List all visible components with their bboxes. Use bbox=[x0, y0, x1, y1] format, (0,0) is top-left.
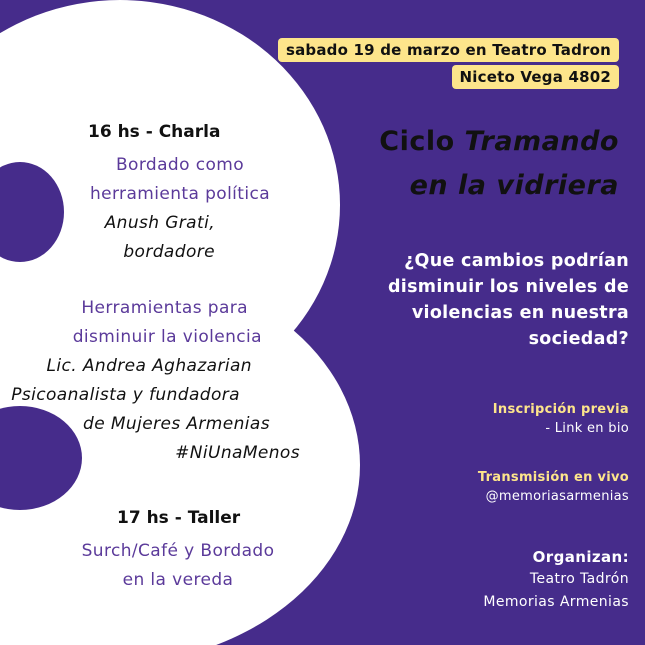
topic-line: Herramientas para bbox=[81, 298, 248, 318]
talk-topic-2 bbox=[73, 294, 262, 352]
organizer-name: Teatro Tadrón bbox=[529, 571, 629, 587]
question-line: ¿Que cambios podrían bbox=[404, 251, 629, 271]
speaker-line: Lic. Andrea Aghazarian bbox=[46, 356, 252, 376]
topic-line: disminuir la violencia bbox=[72, 327, 262, 347]
talk-topic-1 bbox=[60, 151, 300, 209]
organizers-block bbox=[483, 548, 629, 614]
event-date-label: sabado 19 de marzo en Teatro Tadron bbox=[278, 38, 619, 62]
topic-line: herramienta política bbox=[89, 184, 271, 204]
question-line: violencias en nuestra bbox=[411, 303, 629, 323]
series-title bbox=[379, 120, 619, 208]
topic-line: Bordado como bbox=[115, 155, 245, 175]
event-address-label: Niceto Vega 4802 bbox=[452, 65, 619, 89]
hashtag: #NiUnaMenos bbox=[175, 443, 300, 463]
series-name: Tramando bbox=[464, 126, 619, 157]
question-line: sociedad? bbox=[528, 329, 629, 349]
registration-block bbox=[493, 402, 629, 436]
series-prefix: Ciclo bbox=[379, 126, 465, 157]
speaker-line: Psicoanalista y fundadora bbox=[11, 385, 240, 405]
speaker-line: Anush Grati, bbox=[104, 213, 215, 233]
stream-value: @memoriasarmenias bbox=[485, 489, 629, 504]
question-line: disminuir los niveles de bbox=[387, 277, 629, 297]
topic-line: Surch/Café y Bordado bbox=[81, 541, 275, 561]
topic-line: en la vereda bbox=[122, 570, 234, 590]
organizer-name: Memorias Armenias bbox=[483, 594, 629, 610]
speaker-line: de Mujeres Armenias bbox=[83, 414, 270, 434]
talk-time: 16 hs - Charla bbox=[88, 122, 221, 142]
workshop-topic bbox=[58, 537, 298, 595]
talk-speaker-1 bbox=[105, 209, 215, 267]
stream-label: Transmisión en vivo bbox=[477, 470, 629, 485]
registration-label: Inscripción previa bbox=[492, 402, 629, 417]
workshop-time: 17 hs - Taller bbox=[117, 508, 241, 528]
registration-value: - Link en bio bbox=[545, 421, 629, 436]
question-text bbox=[388, 248, 629, 352]
event-date-location bbox=[278, 38, 619, 92]
stream-block bbox=[478, 470, 629, 504]
talk-speaker-2 bbox=[11, 352, 300, 468]
speaker-line: bordadore bbox=[123, 242, 215, 262]
organizers-label: Organizan: bbox=[532, 548, 629, 566]
series-subtitle: en la vidriera bbox=[409, 170, 619, 201]
